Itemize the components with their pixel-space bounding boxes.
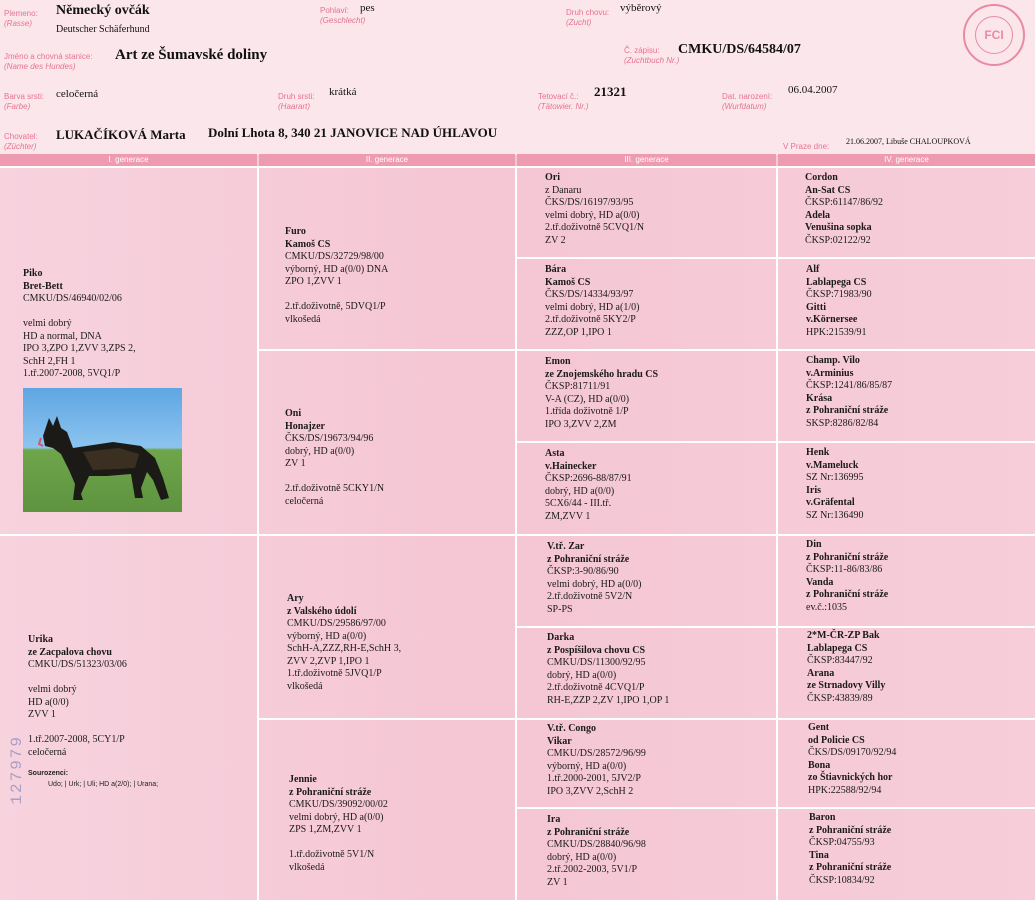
breeder-name: LUKAČÍKOVÁ Marta (56, 127, 186, 142)
grid-line (515, 441, 1035, 443)
generation-header-3: III. generace (517, 154, 776, 166)
grid-line (776, 166, 778, 900)
fci-logo: FCI (963, 4, 1025, 66)
tattoo-label: Tetovací č.: (Tätowier. Nr.) (538, 92, 589, 111)
dog-photo (23, 388, 182, 512)
gen2-cell-1: Furo Kamoš CS CMKU/DS/32729/98/00 výborný, HD a(0/0) DNA ZPO 1,ZVV 1 2.tř.doživotně, 5DVQ1/P vlkošedá (285, 226, 389, 325)
registration-value: CMKU/DS/64584/07 (678, 42, 801, 57)
gen4-cell-8: Baron z Pohraniční stráže ČKSP:04755/93 Tina z Pohraniční stráže ČKSP:10834/92 (809, 812, 892, 886)
generation-header-4: IV. generace (778, 154, 1035, 166)
gen4-cell-1: Cordon An-Sat CS ČKSP:61147/86/92 Adela Venušina sopka ČKSP:02122/92 (805, 172, 883, 246)
gen2-cell-3: Ary z Valského údolí CMKU/DS/29586/97/00 výborný, HD a(0/0) SchH-A,ZZZ,RH-E,SchH 3, ZVV 2,ZVP 1,IPO 1 1.tř.doživotně 5JVQ1/P vlkošedá (287, 593, 402, 692)
color-value: celočerná (56, 88, 99, 100)
tattoo-value: 21321 (594, 84, 627, 99)
grid-line (515, 807, 1035, 809)
breed-value-de: Deutscher Schäferhund (56, 24, 150, 35)
gen1-sire: Piko Bret-Bett CMKU/DS/46940/02/06 velmi dobrý HD a normal, DNA IPO 3,ZPO 1,ZVV 3,ZPS 2, SchH 2,FH 1 1.tř.2007-2008, 5VQ1/P (23, 268, 136, 379)
grid-line (257, 349, 1035, 351)
gen2-cell-2: Oni Honajzer ČKS/DS/19673/94/96 dobrý, HD a(0/0) ZV 1 2.tř.doživotně 5CKY1/N celočerná (285, 408, 385, 507)
grid-line (515, 257, 1035, 259)
generation-header-1: I. generace (0, 154, 257, 166)
gen4-cell-3: Champ. Vilo v.Arminius ČKSP:1241/86/85/87 Krása z Pohraniční stráže SKSP:8286/82/84 (806, 355, 893, 429)
grid-line (0, 534, 1035, 536)
gen2-cell-4: Jennie z Pohraniční stráže CMKU/DS/39092/00/02 velmi dobrý, HD a(0/0) ZPS 1,ZM,ZVV 1 1.tř.doživotně 5V1/N vlkošedá (289, 774, 388, 873)
gen4-cell-6: 2*M-ČR-ZP Bak Lablapega CS ČKSP:83447/92 Arana ze Strnadovy Villy ČKSP:43839/89 (807, 630, 886, 704)
gen3-cell-3: Emon ze Znojemského hradu CS ČKSP:81711/91 V-A (CZ), HD a(0/0) 1.třída doživotně 1/P IPO 3,ZVV 2,ZM (545, 356, 659, 430)
gen3-cell-2: Bára Kamoš CS ČKS/DS/14334/93/97 velmi dobrý, HD a(1/0) 2.tř.doživotně 5KY2/P ZZZ,OP 1,IPO 1 (545, 264, 640, 338)
gen3-cell-6: Darka z Pospíšilova chovu CS CMKU/DS/11300/92/95 dobrý, HD a(0/0) 2.tř.doživotně 4CVQ1/P RH-E,ZZP 2,ZV 1,IPO 1,OP 1 (547, 632, 670, 706)
gen3-cell-4: Asta v.Hainecker ČKSP:2696-88/87/91 dobrý, HD a(0/0) 5CX6/44 - III.tř. ZM,ZVV 1 (545, 448, 632, 522)
breed-label: Plemeno: (Rasse) (4, 9, 38, 28)
grid-line (257, 166, 259, 900)
grid-line (515, 166, 517, 900)
generation-header-2: II. generace (259, 154, 515, 166)
sex-value: pes (360, 2, 375, 14)
issue-place-label: V Praze dne: (783, 142, 830, 151)
gen4-cell-5: Din z Pohraniční stráže ČKSP:11-86/83/86 Vanda z Pohraniční stráže ev.č.:1035 (806, 539, 889, 613)
gen3-cell-7: V.tř. Congo Vikar CMKU/DS/28572/96/99 výborný, HD a(0/0) 1.tř.2000-2001, 5JV2/P IPO 3,ZVV 2,SchH 2 (547, 723, 646, 797)
dog-name-label: Jméno a chovná stanice: (Name des Hundes) (4, 52, 93, 71)
breeder-address: Dolní Lhota 8, 340 21 JANOVICE NAD ÚHLAVOU (208, 125, 498, 140)
gen3-cell-1: Ori z Danaru ČKS/DS/16197/93/95 velmi dobrý, HD a(0/0) 2.tř.doživotně 5CVQ1/N ZV 2 (545, 172, 645, 246)
breeding-type-value: výběrový (620, 2, 662, 14)
gen1-dam: Urika ze Zacpalova chovu CMKU/DS/51323/03/06 velmi dobrý HD a(0/0) ZVV 1 1.tř.2007-2008, 5CY1/P celočerná (28, 634, 127, 758)
gen4-cell-4: Henk v.Mameluck SZ Nr:136995 Iris v.Gräfental SZ Nr:136490 (806, 447, 864, 521)
breeding-type-label: Druh chovu: (Zucht) (566, 8, 610, 27)
coat-label: Druh srsti: (Haarart) (278, 92, 315, 111)
gen3-cell-5: V.tř. Zar z Pohraniční stráže ČKSP:3-90/86/90 velmi dobrý, HD a(0/0) 2.tř.doživotně 5V2/N SP-PS (547, 541, 642, 615)
gen3-cell-8: Ira z Pohraniční stráže CMKU/DS/28840/96/98 dobrý, HD a(0/0) 2.tř.2002-2003, 5V1/P ZV 1 (547, 814, 646, 888)
side-number: 127979 (8, 735, 26, 805)
birthdate-label: Dat. narození: (Wurfdatum) (722, 92, 773, 111)
grid-line (257, 718, 1035, 720)
grid-line (0, 166, 1035, 168)
gen4-cell-7: Gent od Policie CS ČKS/DS/09170/92/94 Bona zo Štiavnických hor HPK:22588/92/94 (808, 722, 897, 796)
coat-value: krátká (329, 86, 357, 98)
breeder-label: Chovatel: (Züchter) (4, 132, 38, 151)
birthdate-value: 06.04.2007 (788, 84, 838, 96)
issue-date-value: 21.06.2007, Libuše CHALOUPKOVÁ (846, 137, 971, 146)
sex-label: Pohlaví: (Geschlecht) (320, 6, 366, 25)
dog-name-value: Art ze Šumavské doliny (115, 47, 268, 63)
registration-label: Č. zápisu: (Zuchtbuch Nr.) (624, 46, 680, 65)
siblings: Sourozenci: Udo; | Urk; | Uli; HD a(2/0); | Urana; (28, 770, 159, 788)
grid-line (515, 626, 1035, 628)
color-label: Barva srsti: (Farbe) (4, 92, 45, 111)
breed-value: Německý ovčák (56, 3, 150, 18)
gen4-cell-2: Alf Lablapega CS ČKSP:71983/90 Gitti v.Körnersee HPK:21539/91 (806, 264, 872, 338)
